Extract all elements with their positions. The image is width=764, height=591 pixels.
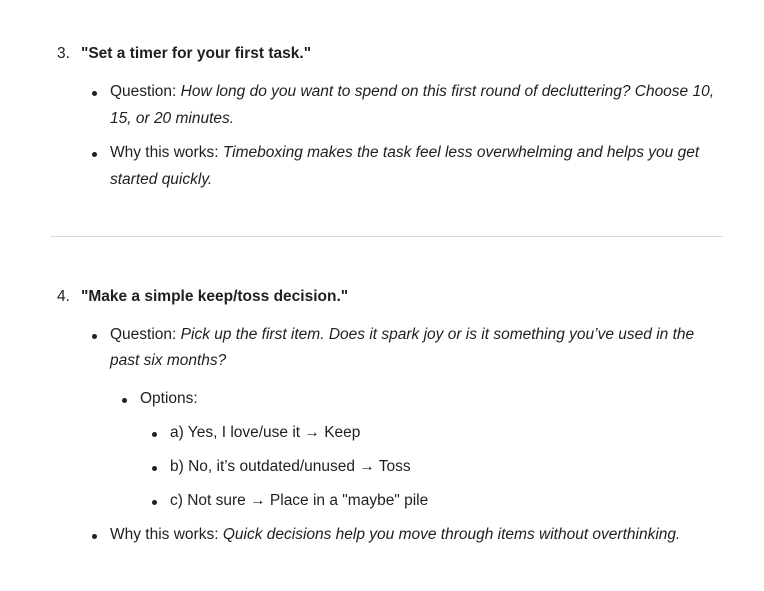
question-label: Question: (110, 83, 177, 100)
options-label: Options: (140, 390, 198, 407)
bullet-dot (92, 152, 97, 157)
question-text-continued: past six months? (110, 352, 227, 369)
section-divider (50, 236, 723, 237)
bullet-dot (92, 91, 97, 96)
bullet-dot (92, 534, 97, 539)
bullet-dot (92, 334, 97, 339)
bullet-dot (152, 466, 157, 471)
question-line (110, 83, 714, 101)
question-label: Question: (110, 326, 177, 343)
why-line (110, 526, 680, 544)
why-label: Why this works: (110, 526, 219, 543)
list-number: 4. (57, 288, 70, 305)
option-item: c) Not sure → Place in a "maybe" pile (170, 492, 429, 509)
why-line (110, 144, 699, 162)
question-text: How long do you want to spend on this first round of decluttering? Choose 10, (180, 83, 715, 100)
why-text-continued: started quickly. (110, 171, 213, 188)
step-title: "Set a timer for your first task." (81, 45, 312, 62)
why-label: Why this works: (110, 144, 219, 161)
bullet-dot (152, 432, 157, 437)
bullet-dot (122, 398, 127, 403)
why-text: Timeboxing makes the task feel less overwhelming and helps you get (222, 144, 700, 161)
list-number: 3. (57, 45, 70, 62)
question-text-continued: 15, or 20 minutes. (110, 110, 235, 127)
option-item: a) Yes, I love/use it → Keep (170, 424, 361, 441)
option-item: b) No, it’s outdated/unused → Toss (170, 458, 411, 475)
step-title: "Make a simple keep/toss decision." (81, 288, 349, 305)
bullet-dot (152, 500, 157, 505)
question-text: Pick up the first item. Does it spark joy or is it something you’ve used in the (180, 326, 695, 343)
why-text: Quick decisions help you move through items without overthinking. (222, 526, 681, 543)
question-line (110, 326, 694, 344)
